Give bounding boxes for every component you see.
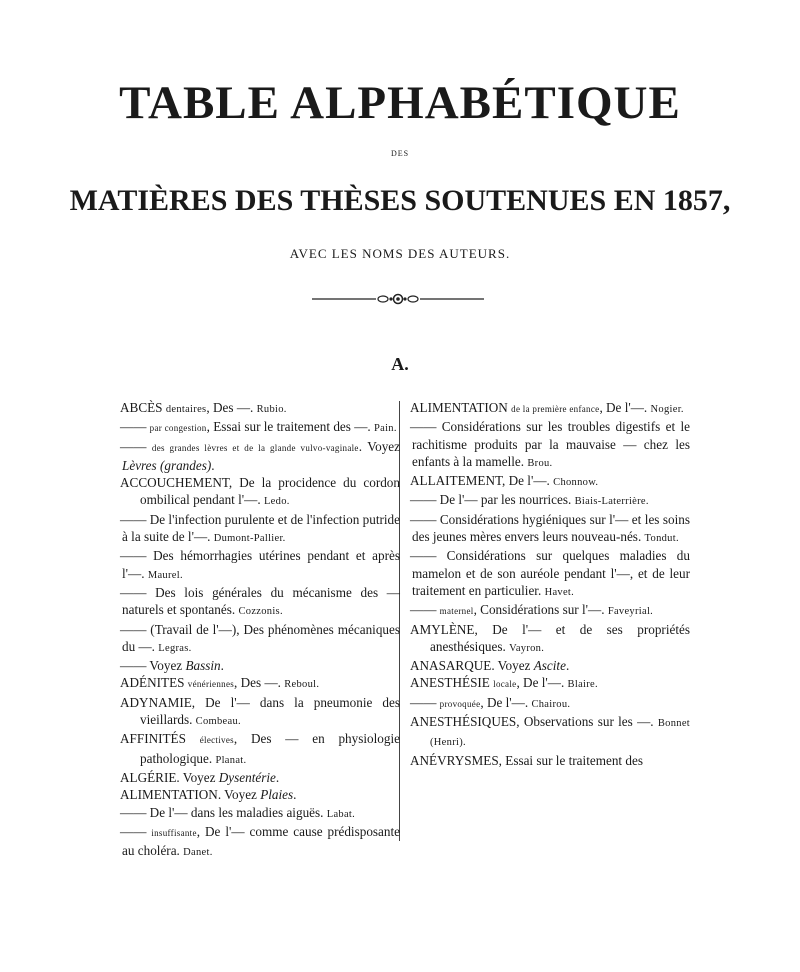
entry-alimentation-insuffisante: —— insuffisante, De l'— comme cause prédisposante au choléra. Danet. [120, 823, 401, 859]
left-column [120, 399, 400, 861]
entry-allaitement-hygieniques: —— Considérations hygiéniques sur l'— et les soins des jeunes mères envers leurs nouveau-nés. Tondut. [410, 511, 690, 545]
page-title: TABLE ALPHABÉTIQUE [119, 77, 681, 129]
right-column [410, 399, 690, 769]
entry-anesthesie: ANESTHÉSIE locale, De l'—. Blaire. [410, 675, 598, 691]
entry-anesthesie-provoquee: —— provoquée, De l'—. Chairou. [410, 694, 571, 710]
entry-abces: ABCÈS dentaires, Des —. Rubio. [120, 400, 287, 415]
title-connector: DES [390, 149, 410, 158]
page-subtitle: MATIÈRES DES THÈSES SOUTENUES EN 1857, [69, 184, 731, 217]
ornament-divider [312, 289, 484, 309]
entry-amylene: AMYLÈNE, De l'— et de ses propriétés anesthésiques. Vayron. [410, 621, 690, 654]
entry-algerie: ALGÉRIE. Voyez Dysentérie. [120, 769, 280, 785]
entry-adynamie: ADYNAMIE, De l'— dans la pneumonie des vieillards. Combeau. [120, 694, 400, 728]
entry-abces-congestion: —— par congestion, Essai sur le traitement des —. Pain. [120, 419, 397, 435]
entry-allaitement-maternel: —— maternel, Considérations sur l'—. Faveyrial. [410, 602, 654, 618]
entry-adenites: ADÉNITES vénériennes, Des —. Reboul. [120, 675, 320, 691]
entry-alimentation-troubles: —— Considérations sur les troubles digestifs et le rachitisme produits par la mauvaise — chez les enfants à la mamelle. Brou. [410, 419, 690, 469]
entry-abces-levres: —— des grandes lèvres et de la glande vulvo-vaginale. Voyez Lèvres (grandes). [120, 438, 400, 473]
entry-accouchement: ACCOUCHEMENT, De la procidence du cordon ombilical pendant l'—. Ledo. [120, 475, 400, 508]
entry-allaitement-mamelon: —— Considérations sur quelques maladies du mamelon et de son auréole pendant l'—, et de leur traitement en particulier. Havet. [410, 548, 690, 598]
entry-alimentation-enfance: ALIMENTATION de la première enfance, De l'—. Nogier. [410, 400, 684, 415]
entry-accouchement-lois: —— Des lois générales du mécanisme des — naturels et spontanés. Cozzonis. [120, 584, 400, 618]
entry-anesthesiques: ANESTHÉSIQUES, Observations sur les —. Bonnet (Henri). [410, 714, 690, 749]
entry-allaitement: ALLAITEMENT, De l'—. Chonnow. [410, 473, 599, 489]
entry-anevrysmes: ANÉVRYSMES, Essai sur le traitement des [410, 752, 643, 768]
entry-anasarque: ANASARQUE. Voyez Ascite. [410, 658, 570, 674]
entry-alimentation-aigues: —— De l'— dans les maladies aiguës. Labat. [120, 804, 356, 820]
entry-allaitement-nourrices: —— De l'— par les nourrices. Biais-Laterrière. [410, 492, 649, 508]
entry-accouchement-hemorrhagies: —— Des hémorrhagies utérines pendant et après l'—. Maurel. [120, 548, 400, 581]
entry-affinites: AFFINITÉS électives, Des — en physiologie pathologique. Planat. [120, 731, 401, 766]
entry-accouchement-infection: —— De l'infection purulente et de l'infection putride à la suite de l'—. Dumont-Pallier. [120, 511, 400, 545]
authors-line: AVEC LES NOMS DES AUTEURS. [289, 246, 511, 261]
entry-accouchement-travail: —— (Travail de l'—), Des phénomènes mécaniques du —. Legras. [120, 621, 400, 654]
entry-alimentation: ALIMENTATION. Voyez Plaies. [120, 787, 297, 803]
entry-accouchement-bassin: —— Voyez Bassin. [120, 658, 224, 674]
section-letter: A. [391, 354, 409, 374]
